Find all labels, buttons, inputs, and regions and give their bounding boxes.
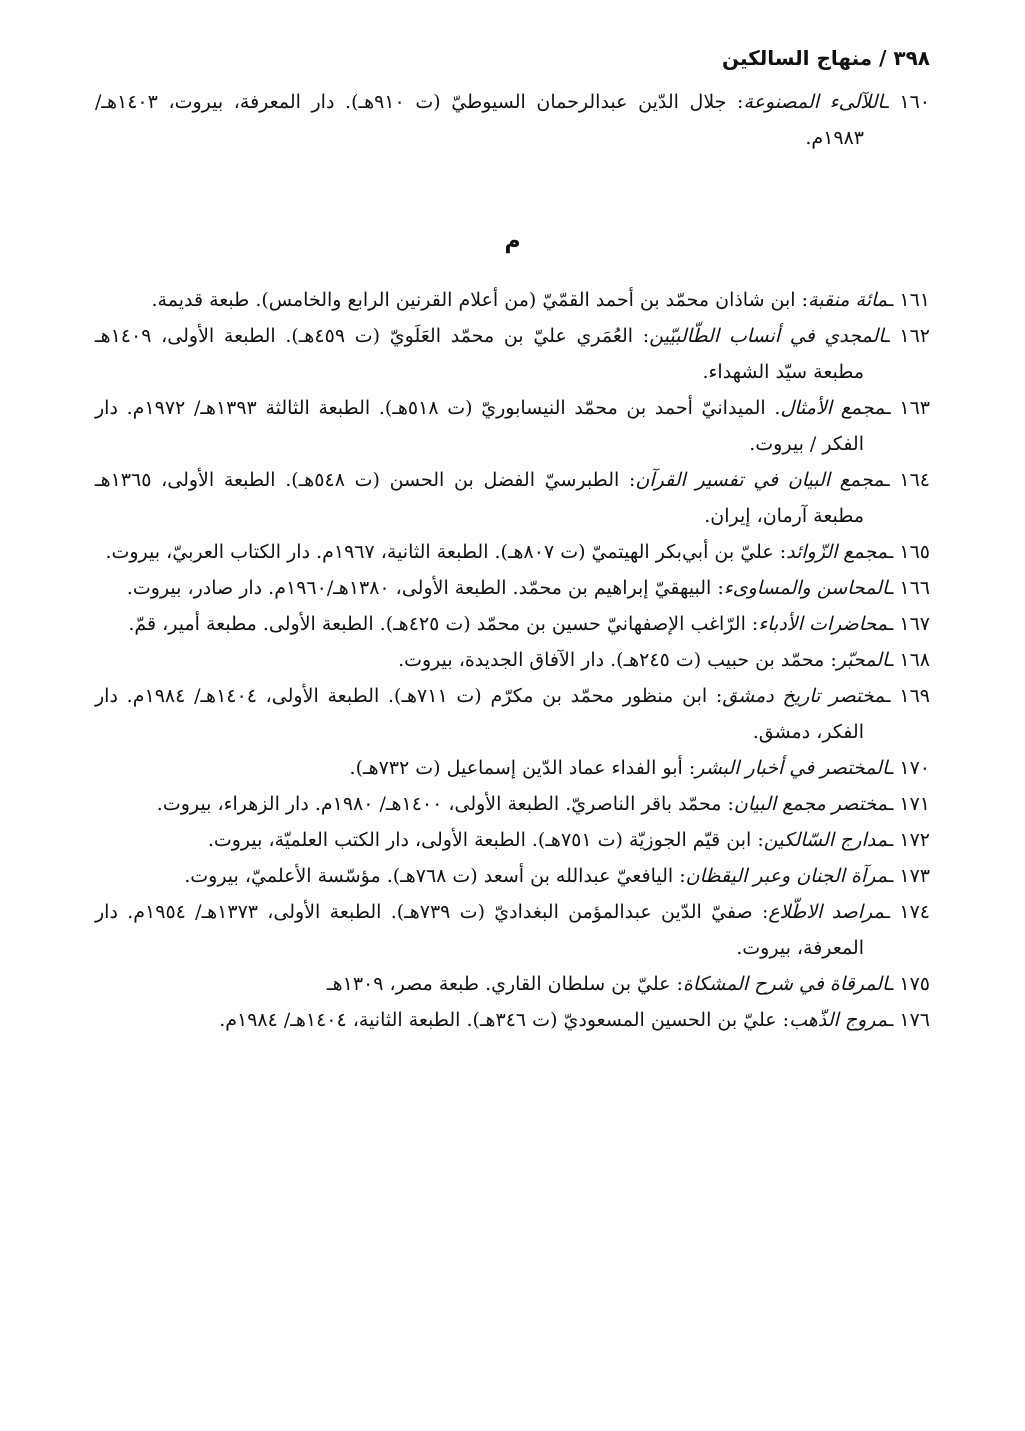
entry-list-top bbox=[95, 84, 930, 156]
entry-title: المختصر في أخبار البشر bbox=[695, 757, 888, 779]
entry-number: ١٧٦ ـ bbox=[887, 1009, 930, 1031]
entry-title: المحبّر bbox=[836, 649, 888, 671]
entry-number: ١٦٠ ـ bbox=[883, 91, 930, 113]
entry-number: ١٦٦ ـ bbox=[887, 577, 930, 599]
entry-title: مرآة الجنان وعبر اليقظان bbox=[685, 865, 888, 887]
entry-title: محاضرات الأدباء bbox=[758, 613, 888, 635]
entry-title: مراصد الاطّلاع bbox=[768, 901, 885, 923]
page bbox=[95, 38, 930, 1038]
entry-number: ١٦٨ ـ bbox=[887, 649, 930, 671]
entry-number: ١٦٥ ـ bbox=[887, 541, 930, 563]
entry-details: : الرّاغب الإصفهانيّ حسين بن محمّد (ت ٤٢٥هـ). الطبعة الأولى. مطبعة أمير، قمّ. bbox=[128, 613, 759, 635]
bibliography-entry bbox=[95, 282, 930, 318]
bibliography-entry bbox=[95, 822, 930, 858]
bibliography-entry bbox=[95, 462, 930, 534]
bibliography-entry bbox=[95, 606, 930, 642]
entry-number: ١٦٤ ـ bbox=[884, 469, 930, 491]
bibliography-entry bbox=[95, 786, 930, 822]
entry-title: المجدي في أنساب الطّالبيّين bbox=[649, 325, 885, 347]
entry-details: : جلال الدّين عبدالرحمان السيوطيّ (ت ٩١٠هـ). دار المعرفة، بيروت، ١٤٠٣هـ/ ١٩٨٣م. bbox=[95, 91, 864, 149]
entry-number: ١٧٤ ـ bbox=[884, 901, 930, 923]
entry-number: ١٧٣ ـ bbox=[887, 865, 930, 887]
entry-details: : ابن قيّم الجوزيّة (ت ٧٥١هـ). الطبعة الأولى، دار الكتب العلميّة، بيروت. bbox=[207, 829, 764, 851]
entry-details: : محمّد بن حبيب (ت ٢٤٥هـ). دار الآفاق الجديدة، بيروت. bbox=[398, 649, 837, 671]
entry-title: مختصر تاريخ دمشق bbox=[722, 685, 886, 707]
entry-title: مروج الذّهب bbox=[789, 1009, 888, 1031]
bibliography-entry bbox=[95, 534, 930, 570]
running-header: ٣٩٨ / منهاج السالكين bbox=[721, 46, 930, 70]
entry-list bbox=[95, 282, 930, 1038]
entry-number: ١٧٠ ـ bbox=[887, 757, 930, 779]
entry-details: : البيهقيّ إبراهيم بن محمّد. الطبعة الأولى، ١٣٨٠هـ/١٩٦٠م. دار صادر، بيروت. bbox=[126, 577, 724, 599]
entry-title: مختصر مجمع البيان bbox=[733, 793, 888, 815]
entry-number: ١٦٩ ـ bbox=[885, 685, 930, 707]
entry-details: : العُمَري عليّ بن محمّد العَلَويّ (ت ٤٥٩هـ). الطبعة الأولى، ١٤٠٩هـ مطبعة سيّد الشهداء. bbox=[95, 325, 864, 383]
bibliography-entry bbox=[95, 966, 930, 1002]
entry-details: : عليّ بن أبي‌بكر الهيتميّ (ت ٨٠٧هـ). الطبعة الثانية، ١٩٦٧م. دار الكتاب العربيّ، بيروت. bbox=[105, 541, 787, 563]
bibliography-entry bbox=[95, 678, 930, 750]
bibliography-entry bbox=[95, 1002, 930, 1038]
entry-title: المحاسن والمساوىء bbox=[723, 577, 888, 599]
bibliography-entry bbox=[95, 642, 930, 678]
entry-details: : عليّ بن سلطان القاري. طبعة مصر، ١٣٠٩هـ bbox=[327, 973, 683, 995]
bibliography-entry bbox=[95, 318, 930, 390]
entry-title: مدارج السّالكين bbox=[763, 829, 888, 851]
entry-title: المرقاة في شرح المشكاة bbox=[682, 973, 888, 995]
entry-details: : اليافعيّ عبدالله بن أسعد (ت ٧٦٨هـ). مؤسّسة الأعلميّ، بيروت. bbox=[184, 865, 686, 887]
entry-details: : أبو الفداء عماد الدّين إسماعيل (ت ٧٣٢هـ). bbox=[349, 757, 696, 779]
entry-details: : صفيّ الدّين عبدالمؤمن البغداديّ (ت ٧٣٩هـ). الطبعة الأولى، ١٣٧٣هـ/ ١٩٥٤م. دار المعرفة، بيروت. bbox=[95, 901, 864, 959]
entry-details: : عليّ بن الحسين المسعوديّ (ت ٣٤٦هـ). الطبعة الثانية، ١٤٠٤هـ/ ١٩٨٤م. bbox=[219, 1009, 790, 1031]
entry-number: ١٦٣ ـ bbox=[885, 397, 930, 419]
entry-title: مجمع الزّوائد bbox=[786, 541, 888, 563]
entry-details: : ابن شاذان محمّد بن أحمد القمّيّ (من أعلام القرنين الرابع والخامس). طبعة قديمة. bbox=[151, 289, 809, 311]
bibliography-entry bbox=[95, 390, 930, 462]
entry-title: اللآلىء المصنوعة bbox=[743, 91, 884, 113]
entry-title: مائة منقبة bbox=[808, 289, 888, 311]
entry-number: ١٧١ ـ bbox=[887, 793, 930, 815]
entry-number: ١٧٥ ـ bbox=[887, 973, 930, 995]
entry-title: مجمع الأمثال bbox=[780, 397, 886, 419]
bibliography-entry bbox=[95, 84, 930, 156]
entry-number: ١٦١ ـ bbox=[887, 289, 930, 311]
entry-details: . الميدانيّ أحمد بن محمّد النيسابوريّ (ت ٥١٨هـ). الطبعة الثالثة ١٣٩٣هـ/ ١٩٧٢م. دار الفكر / بيروت. bbox=[95, 397, 864, 455]
entry-title: مجمع البيان في تفسير القرآن bbox=[635, 469, 885, 491]
entry-details: : الطبرسيّ الفضل بن الحسن (ت ٥٤٨هـ). الطبعة الأولى، ١٣٦٥هـ مطبعة آرمان، إيران. bbox=[95, 469, 864, 527]
bibliography-entry bbox=[95, 570, 930, 606]
section-letter: م bbox=[504, 229, 521, 254]
bibliography-entry bbox=[95, 858, 930, 894]
entry-number: ١٦٧ ـ bbox=[887, 613, 930, 635]
bibliography-entry bbox=[95, 750, 930, 786]
bibliography-entry bbox=[95, 894, 930, 966]
entry-details: : ابن منظور محمّد بن مكرّم (ت ٧١١هـ). الطبعة الأولى، ١٤٠٤هـ/ ١٩٨٤م. دار الفكر، دمشق. bbox=[95, 685, 864, 743]
entry-number: ١٦٢ ـ bbox=[884, 325, 930, 347]
entry-details: : محمّد باقر الناصريّ. الطبعة الأولى، ١٤٠٠هـ/ ١٩٨٠م. دار الزهراء، بيروت. bbox=[156, 793, 734, 815]
entry-number: ١٧٢ ـ bbox=[887, 829, 930, 851]
